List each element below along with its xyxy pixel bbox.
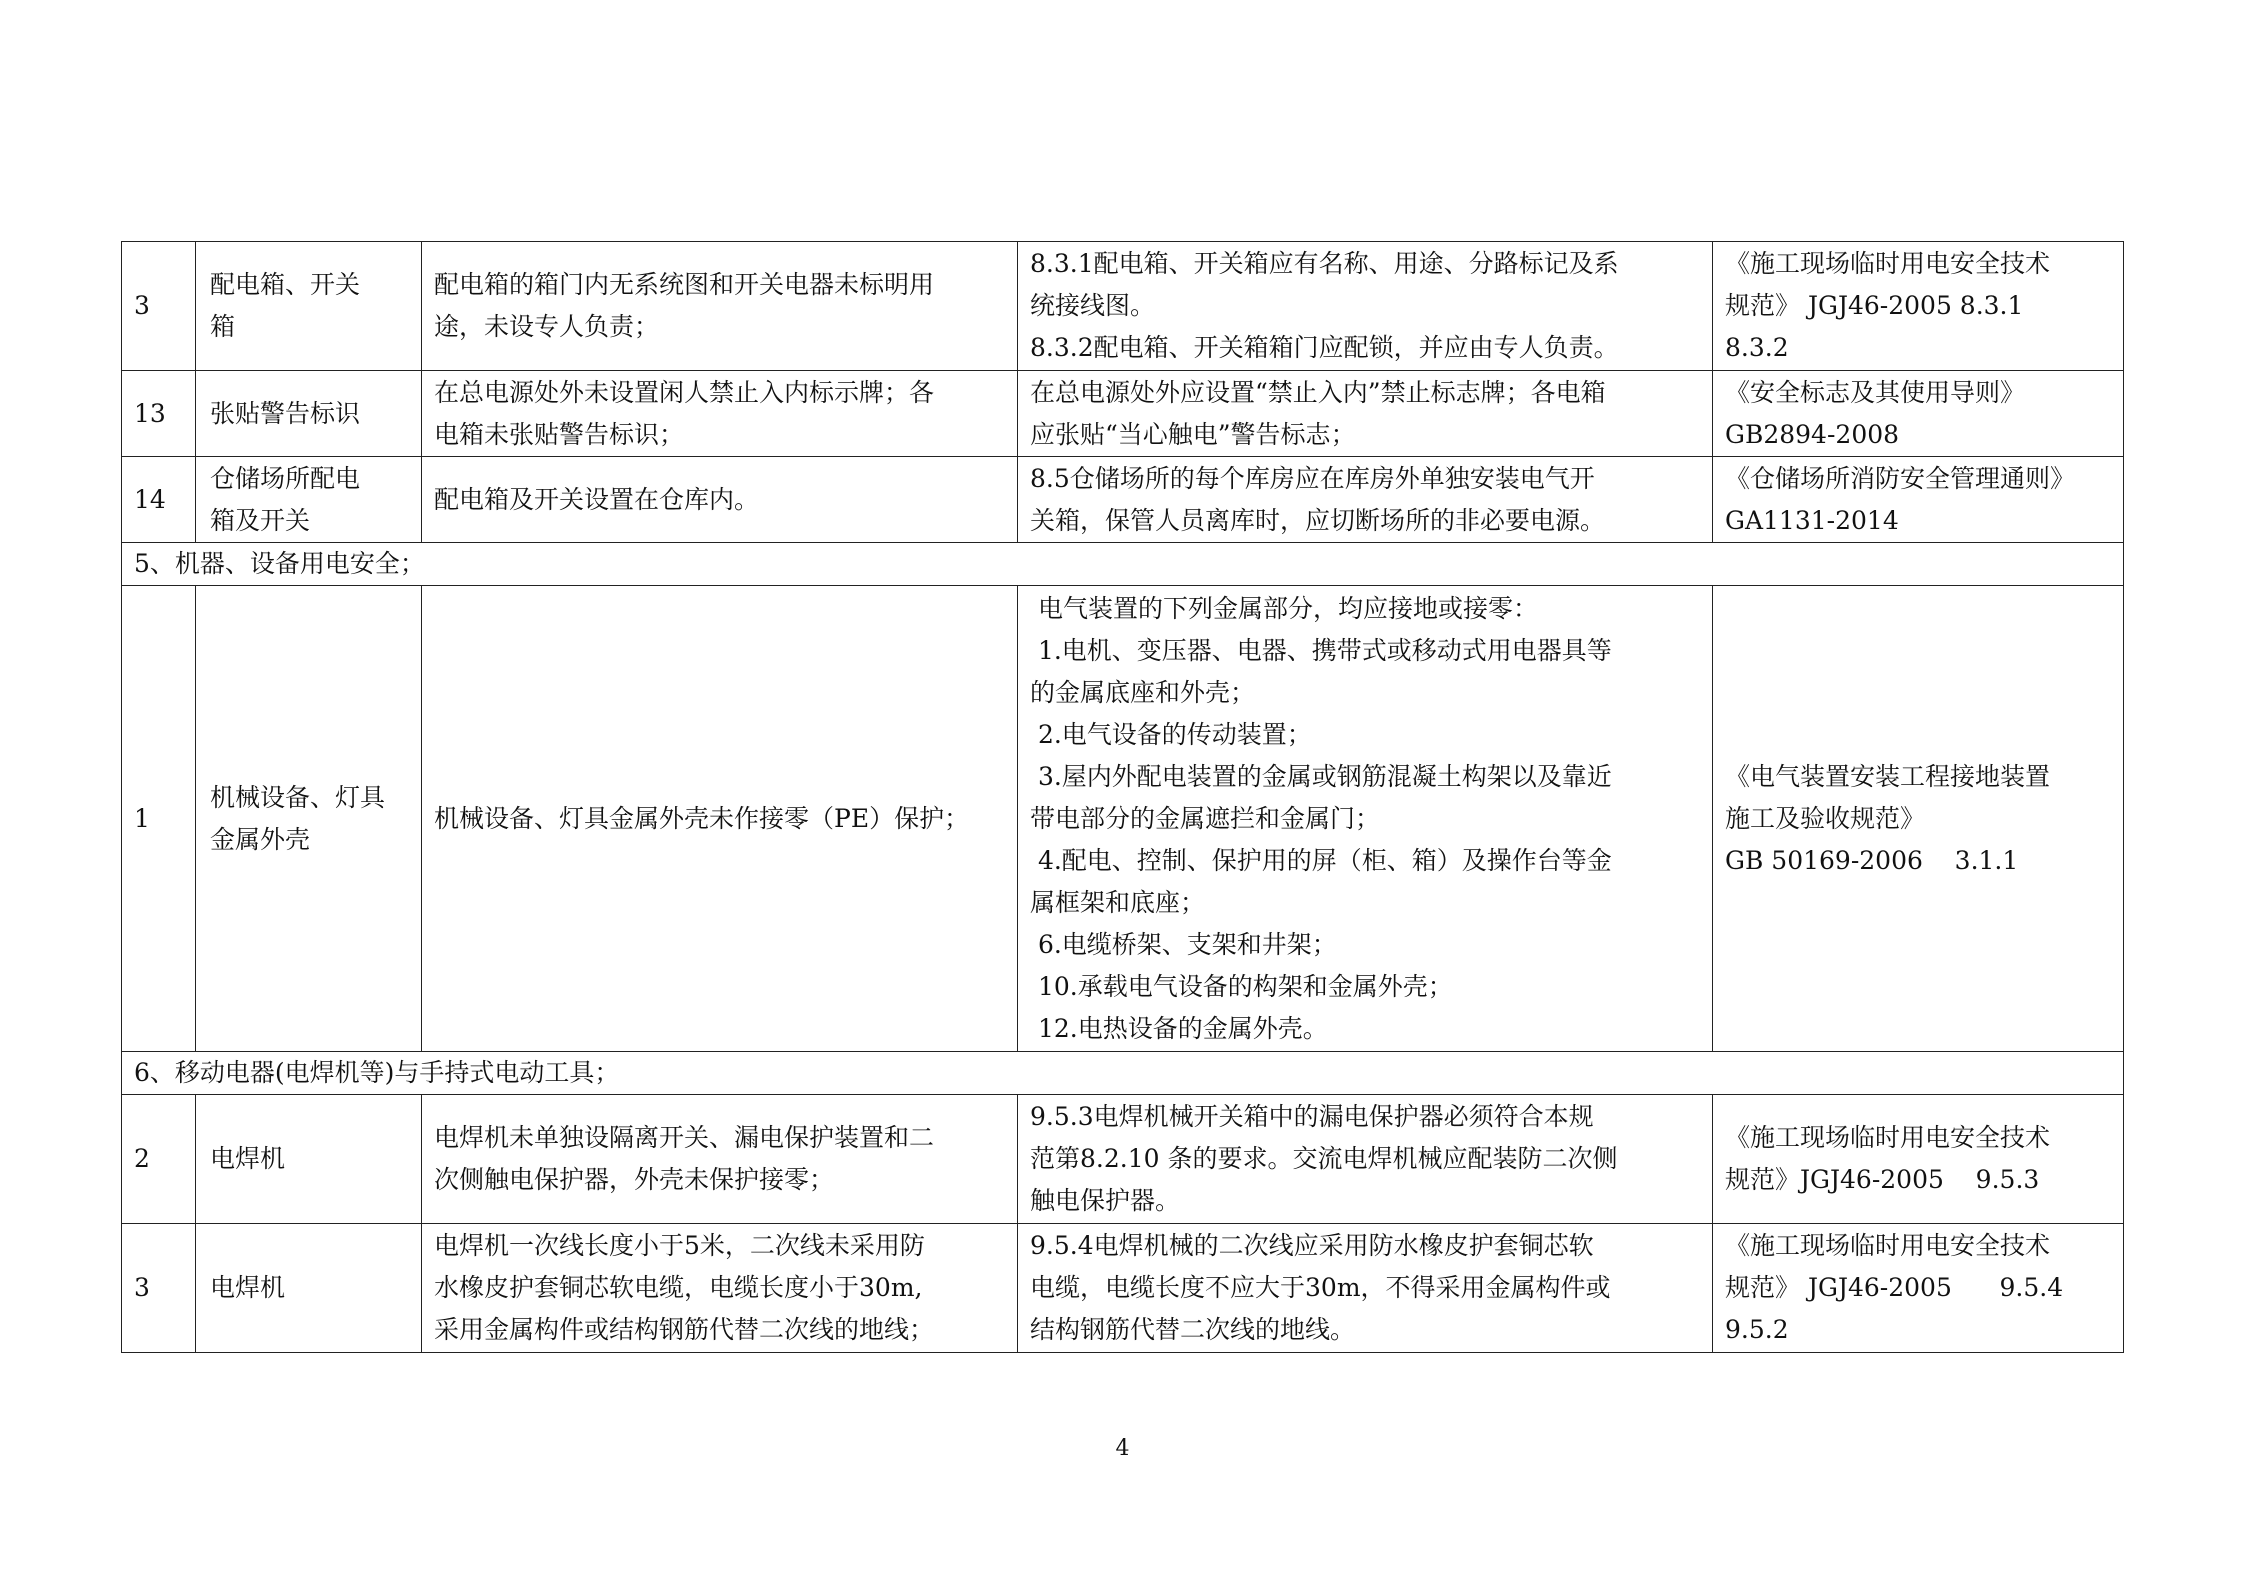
item-cell: 电焊机 [196,1224,422,1353]
table-row [122,242,2124,371]
requirement-cell: 在总电源处外应设置“禁止入内”禁止标志牌；各电箱 应张贴“当心触电”警告标志； [1018,371,1713,457]
page-number: 4 [1115,1436,1130,1461]
basis-cell: 《仓储场所消防安全管理通则》 GA1131-2014 [1713,457,2124,543]
table-row [122,371,2124,457]
table-row [122,1224,2124,1353]
problem-cell: 在总电源处外未设置闲人禁止入内标示牌；各 电箱未张贴警告标识； [422,371,1018,457]
basis-cell: 《安全标志及其使用导则》 GB2894-2008 [1713,371,2124,457]
requirement-cell: 8.5仓储场所的每个库房应在库房外单独安装电气开 关箱，保管人员离库时，应切断场所的非必要电源。 [1018,457,1713,543]
row-number: 3 [122,1224,196,1353]
row-number: 14 [122,457,196,543]
problem-cell: 电焊机一次线长度小于5米，二次线未采用防 水橡皮护套铜芯软电缆，电缆长度小于30m, 采用金属构件或结构钢筋代替二次线的地线； [422,1224,1018,1353]
item-cell: 电焊机 [196,1095,422,1224]
basis-cell: 《施工现场临时用电安全技术 规范》JGJ46-2005 9.5.3 [1713,1095,2124,1224]
table-row [122,1095,2124,1224]
requirement-cell: 电气装置的下列金属部分，均应接地或接零： 1.电机、变压器、电器、携带式或移动式用电器具等 的金属底座和外壳； 2.电气设备的传动装置； 3.屋内外配电装置的金属或钢筋混凝土构架以及靠近 带电部分的金属遮拦和金属门； 4.配电、控制、保护用的屏（柜、箱）及操作台等金 属框架和底座； 6.电缆桥架、支架和井架； 10.承载电气设备的构架和金属外壳； 12.电热设备的金属外壳。 [1018,586,1713,1052]
problem-cell: 配电箱的箱门内无系统图和开关电器未标明用 途，未设专人负责； [422,242,1018,371]
section-heading: 5、机器、设备用电安全； [122,543,2124,586]
basis-cell: 《施工现场临时用电安全技术 规范》 JGJ46-2005 8.3.1 8.3.2 [1713,242,2124,371]
requirement-cell: 9.5.3电焊机械开关箱中的漏电保护器必须符合本规 范第8.2.10 条的要求。交流电焊机械应配装防二次侧 触电保护器。 [1018,1095,1713,1224]
basis-cell: 《施工现场临时用电安全技术 规范》 JGJ46-2005 9.5.4 9.5.2 [1713,1224,2124,1353]
section-heading: 6、移动电器(电焊机等)与手持式电动工具； [122,1052,2124,1095]
regulation-table [121,241,2124,1353]
table-row [122,586,2124,1052]
row-number: 13 [122,371,196,457]
row-number: 1 [122,586,196,1052]
item-cell: 仓储场所配电 箱及开关 [196,457,422,543]
section-heading-row [122,1052,2124,1095]
problem-cell: 电焊机未单独设隔离开关、漏电保护装置和二 次侧触电保护器，外壳未保护接零； [422,1095,1018,1224]
section-heading-row [122,543,2124,586]
item-cell: 配电箱、开关 箱 [196,242,422,371]
item-cell: 张贴警告标识 [196,371,422,457]
table-row [122,457,2124,543]
item-cell: 机械设备、灯具 金属外壳 [196,586,422,1052]
problem-cell: 机械设备、灯具金属外壳未作接零（PE）保护； [422,586,1018,1052]
requirement-cell: 8.3.1配电箱、开关箱应有名称、用途、分路标记及系 统接线图。 8.3.2配电箱、开关箱箱门应配锁，并应由专人负责。 [1018,242,1713,371]
problem-cell: 配电箱及开关设置在仓库内。 [422,457,1018,543]
basis-cell: 《电气装置安装工程接地装置 施工及验收规范》 GB 50169-2006 3.1.1 [1713,586,2124,1052]
requirement-cell: 9.5.4电焊机械的二次线应采用防水橡皮护套铜芯软 电缆，电缆长度不应大于30m，不得采用金属构件或 结构钢筋代替二次线的地线。 [1018,1224,1713,1353]
row-number: 2 [122,1095,196,1224]
row-number: 3 [122,242,196,371]
